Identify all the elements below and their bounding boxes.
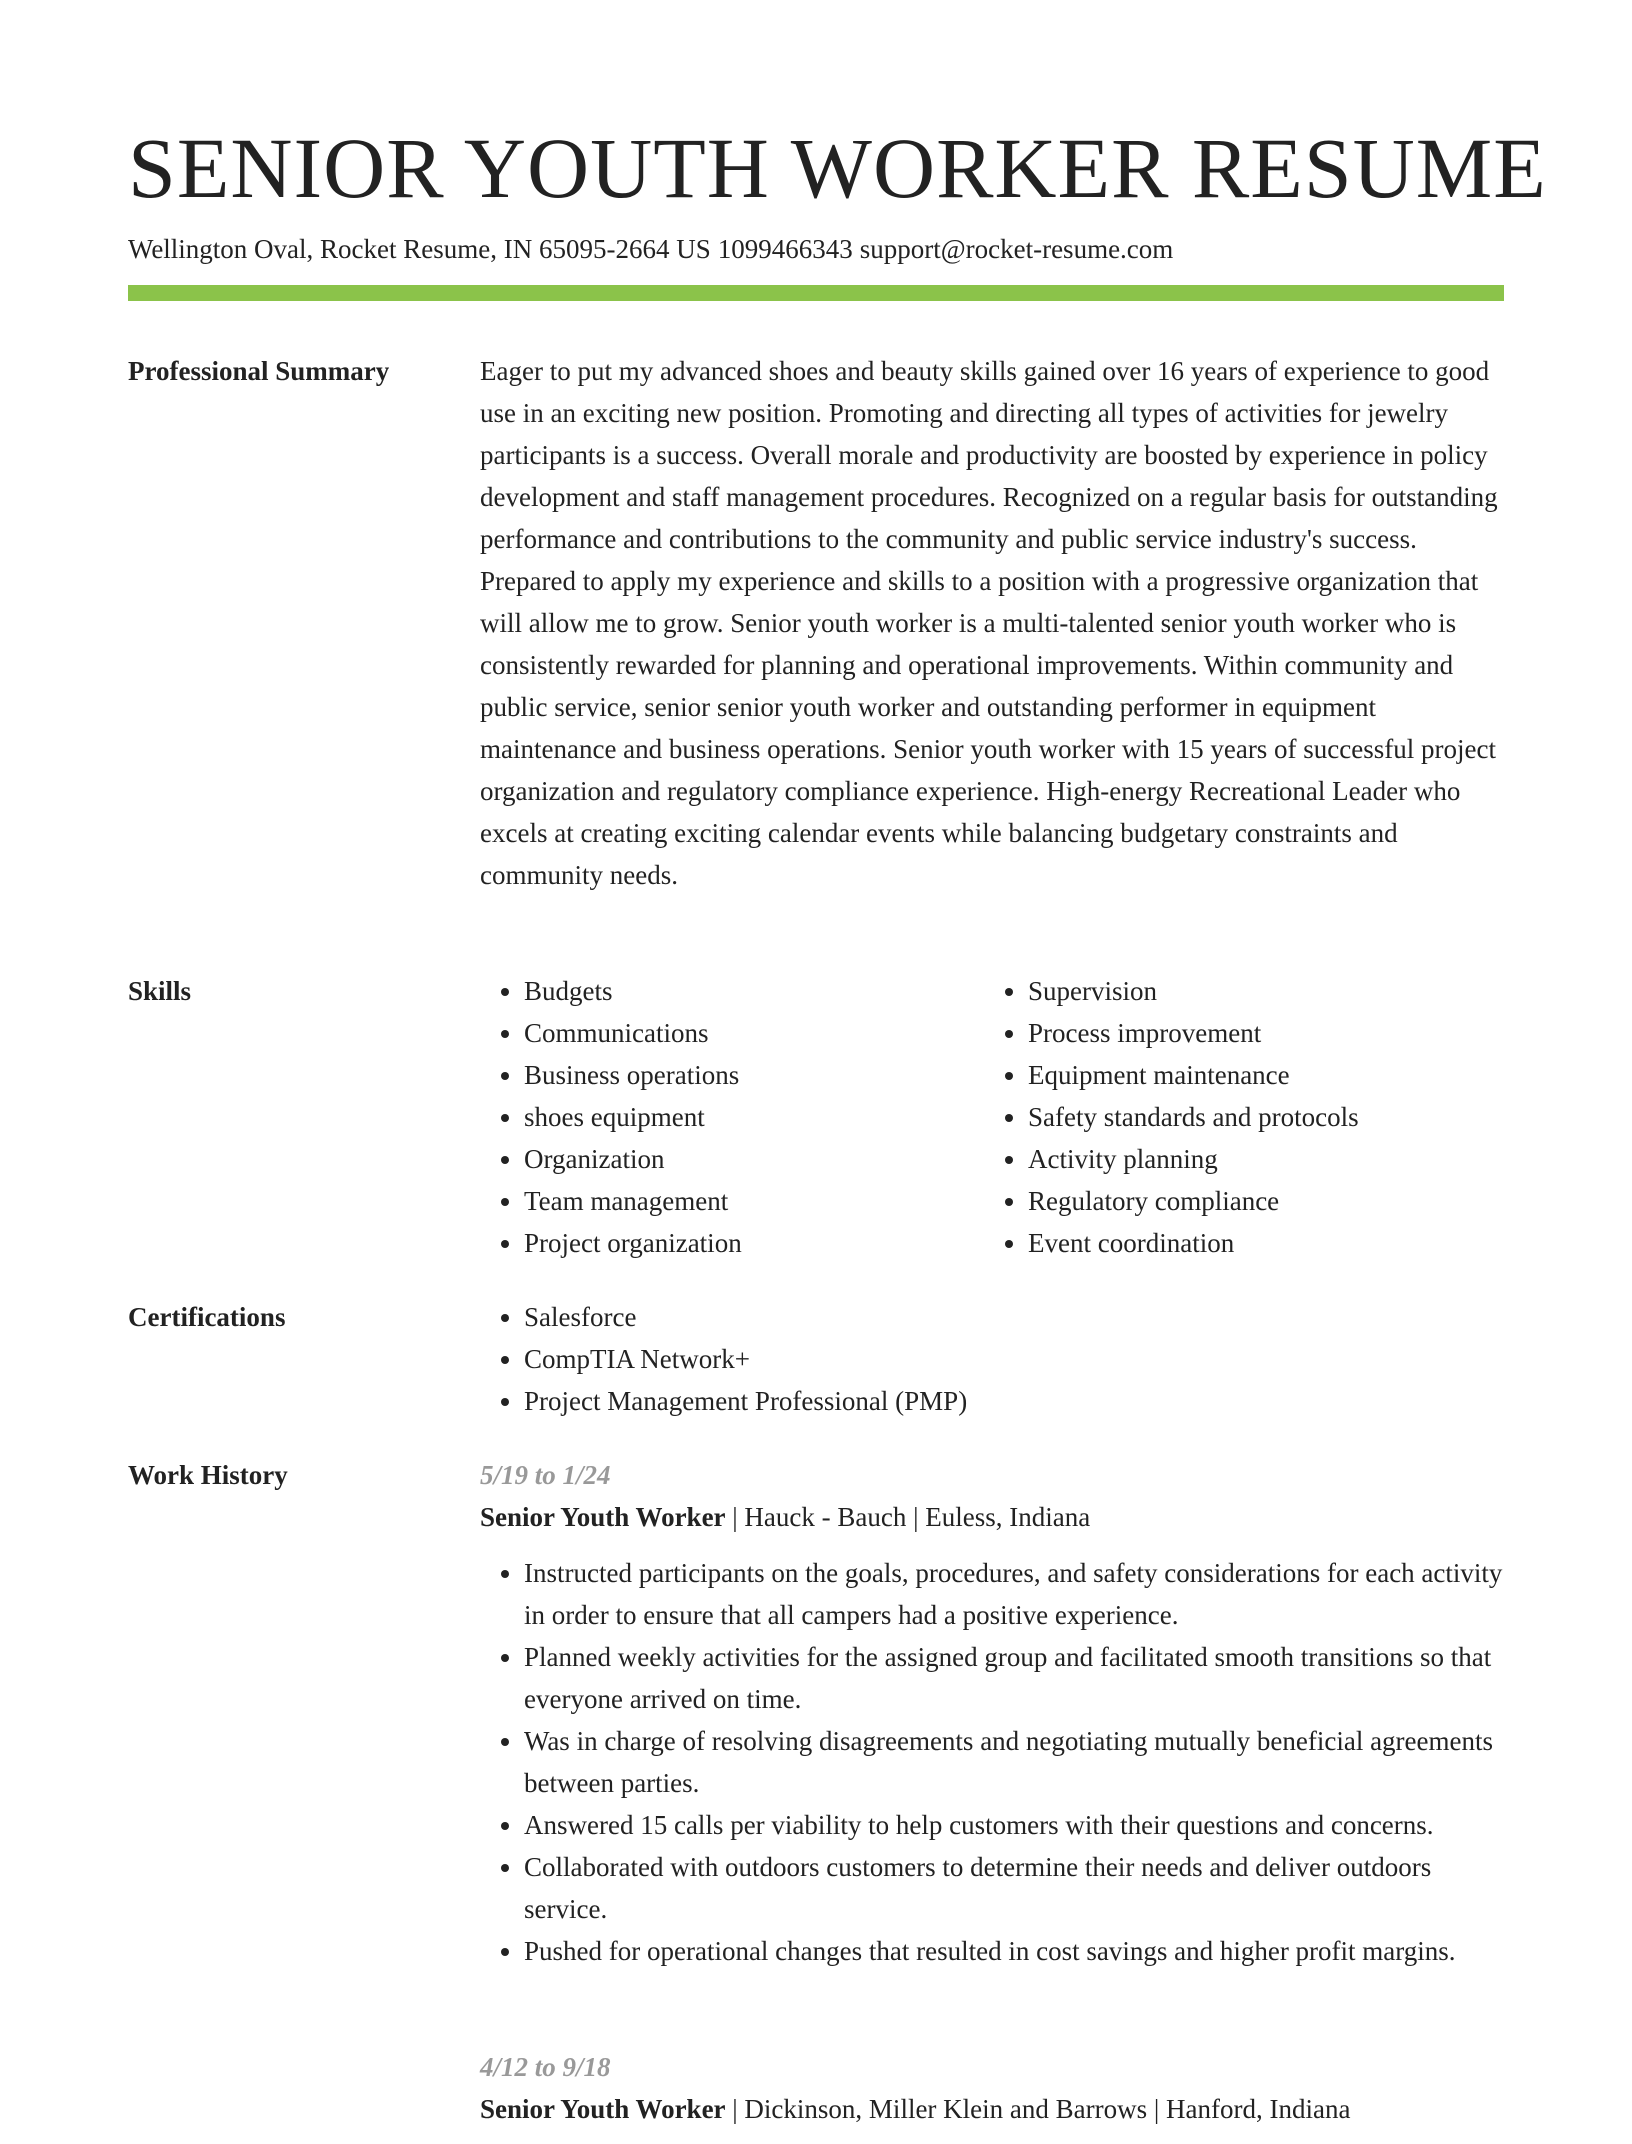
skill-item: • Supervision [1028,970,1464,1012]
job-details: | Dickinson, Miller Klein and Barrows | Hanford, Indiana [725,2094,1351,2124]
resume-title: SENIOR YOUTH WORKER RESUME [128,120,1547,216]
certifications-body [480,1296,1504,1422]
certification-item: • Salesforce [524,1296,1504,1338]
header-divider [128,285,1504,301]
contact-address: Wellington Oval, Rocket Resume, IN 65095-2664 US [128,234,711,264]
job-title: Senior Youth Worker [480,2094,726,2124]
job-entry [480,2046,1504,2144]
job-heading [480,2088,1504,2130]
skill-item: • Regulatory compliance [1028,1180,1464,1222]
job-duties [480,1552,1504,1972]
job-entry [480,1454,1504,1972]
job-dates: 4/12 to 9/18 [480,2052,611,2082]
contact-phone: 1099466343 [717,234,853,264]
job-title: Senior Youth Worker [480,1502,726,1532]
skill-item: • Budgets [524,970,960,1012]
job-heading [480,1496,1504,1538]
job-dates: 5/19 to 1/24 [480,1460,611,1490]
skill-item: • Team management [524,1180,960,1222]
skill-item: • Communications [524,1012,960,1054]
skill-item: • Activity planning [1028,1138,1464,1180]
job-duty-item: • Planned weekly activities for the assigned group and facilitated smooth transitions so that everyone arrived on time. [524,1636,1504,1720]
skill-item: • Organization [524,1138,960,1180]
job-duty-item: • Was in charge of resolving disagreements and negotiating mutually beneficial agreements between parties. [524,1720,1504,1804]
work-history-body [480,1454,1504,2124]
skill-item: • Event coordination [1028,1222,1464,1264]
job-duty-item: • Instructed participants on the goals, procedures, and safety considerations for each activity in order to ensure that all campers had a positive experience. [524,1552,1504,1636]
skill-item: • shoes equipment [524,1096,960,1138]
skills-column-left [480,970,960,1264]
skills-column-right [984,970,1464,1264]
certification-item: • Project Management Professional (PMP) [524,1380,1504,1422]
summary-heading: Professional Summary [128,356,390,386]
contact-line [128,231,1180,267]
contact-email[interactable]: support@rocket-resume.com [859,234,1174,264]
job-duty-item: • Collaborated with outdoors customers to determine their needs and deliver outdoors service. [524,1846,1504,1930]
certifications-heading: Certifications [128,1302,286,1332]
summary-text: Eager to put my advanced shoes and beauty skills gained over 16 years of experience to good use in an exciting new position. Promoting and directing all types of activities for jewelry participants is a success. Overall morale and productivity are boosted by experience in policy development and staff management procedures. Recognized on a regular basis for outstanding performance and contributions to the community and public service industry's success. Prepared to apply my experience and skills to a position with a progressive organization that will allow me to grow. Senior youth worker is a multi-talented senior youth worker who is consistently rewarded for planning and operational improvements. Within community and public service, senior senior youth worker and outstanding performer in equipment maintenance and business operations. Senior youth worker with 15 years of successful project organization and regulatory compliance experience. High-energy Recreational Leader who excels at creating exciting calendar events while balancing budgetary constraints and community needs. [480,356,1498,890]
job-duty-item: • Pushed for operational changes that resulted in cost savings and higher profit margins. [524,1930,1504,1972]
job-details: | Hauck - Bauch | Euless, Indiana [725,1502,1091,1532]
certification-item: • CompTIA Network+ [524,1338,1504,1380]
skill-item: • Business operations [524,1054,960,1096]
job-duty-item: • Answered 15 calls per viability to help customers with their questions and concerns. [524,1804,1504,1846]
skill-item: • Project organization [524,1222,960,1264]
summary-body [480,350,1504,896]
skill-item: • Safety standards and protocols [1028,1096,1464,1138]
skill-item: • Process improvement [1028,1012,1464,1054]
skills-heading: Skills [128,976,192,1006]
work-history-heading: Work History [128,1460,288,1490]
skill-item: • Equipment maintenance [1028,1054,1464,1096]
